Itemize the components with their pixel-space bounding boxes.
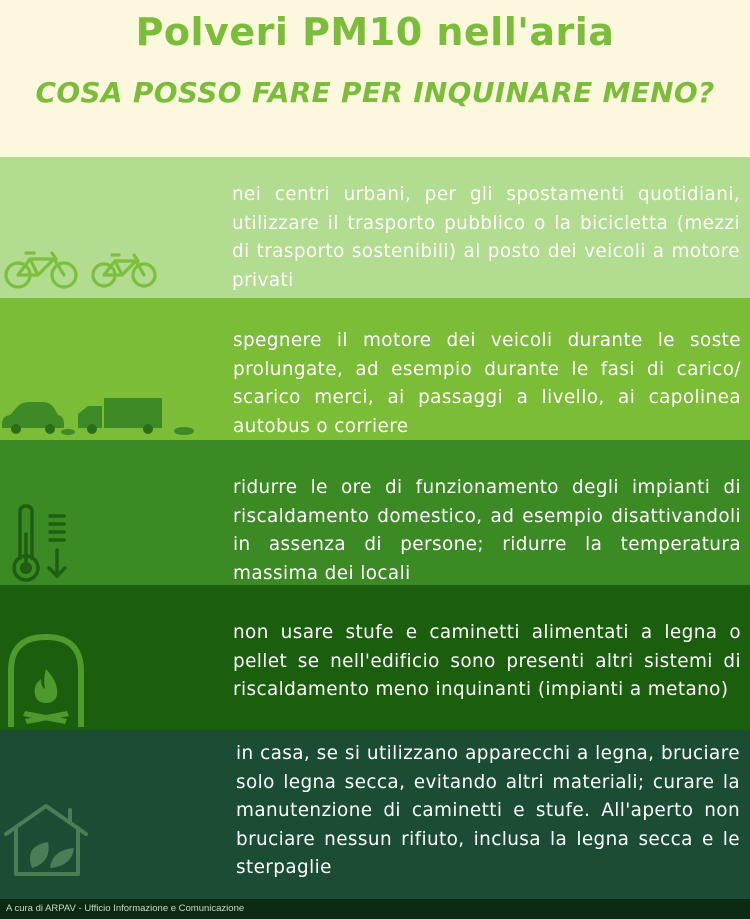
header xyxy=(0,0,750,157)
car-truck-icon xyxy=(0,396,200,436)
footer xyxy=(0,899,750,919)
tip-text: non usare stufe e caminetti alimentati a legna o pellet se nell'edificio sono presenti altri sistemi di riscaldamento meno inquinanti (impianti a metano) xyxy=(233,622,741,700)
tip-band-3 xyxy=(0,440,750,585)
tip-text: spegnere il motore dei veicoli durante le soste prolungate, ad esempio durante le fasi di carico/ scarico merci, ai passaggi a livello, ai capolinea autobus o corriere xyxy=(233,330,741,437)
thermometer-icon xyxy=(4,504,74,584)
bicycles-icon xyxy=(2,249,158,291)
fireplace-icon xyxy=(3,631,89,727)
eco-house-icon xyxy=(2,802,96,882)
page-title: Polveri PM10 nell'aria xyxy=(135,10,615,54)
page-subtitle: COSA POSSO FARE PER INQUINARE MENO? xyxy=(35,76,715,109)
tip-text: in casa, se si utilizzano apparecchi a legna, bruciare solo legna secca, evitando altri materiali; curare la manutenzione di caminetti e stufe. All'aperto non bruciare nessun rifiuto, inclusa la legna secca e le sterpaglie xyxy=(236,743,740,878)
tip-band-2 xyxy=(0,298,750,440)
tip-band-5 xyxy=(0,730,750,899)
tip-text: ridurre le ore di funzionamento degli impianti di riscaldamento domestico, ad esempio disattivandoli in assenza di persone; ridurre la temperatura massima dei locali xyxy=(233,477,741,584)
tip-band-4 xyxy=(0,585,750,730)
tip-band-1 xyxy=(0,157,750,298)
footer-credit: A cura di ARPAV - Ufficio Informazione e Comunicazione xyxy=(6,903,245,914)
tip-text: nei centri urbani, per gli spostamenti quotidiani, utilizzare il trasporto pubblico o la bicicletta (mezzi di trasporto sostenibili) al posto dei veicoli a motore privati xyxy=(232,184,740,291)
